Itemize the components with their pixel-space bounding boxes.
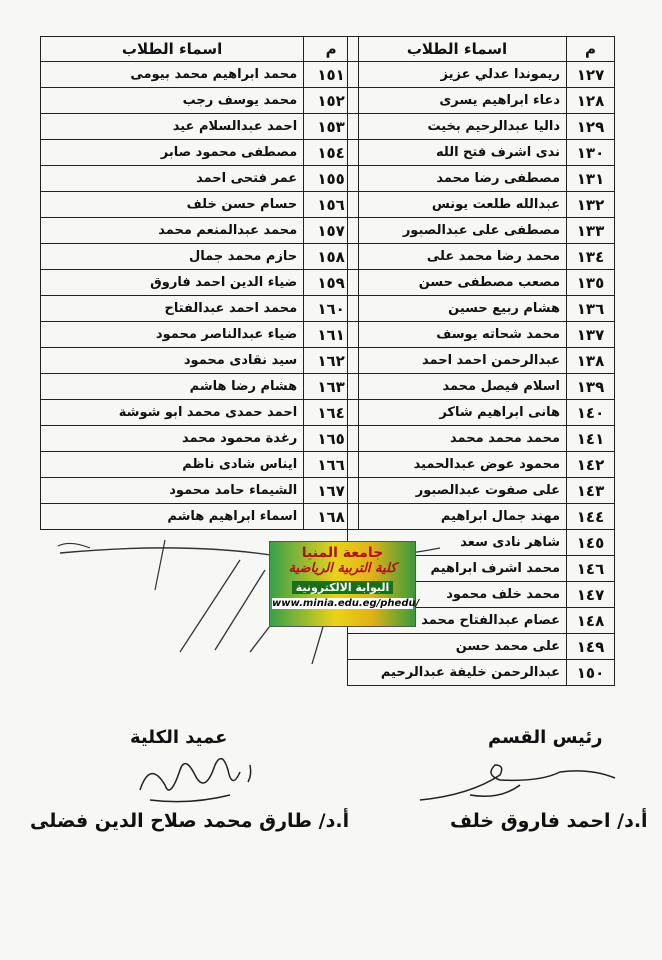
column-header-names: اسماء الطلاب xyxy=(348,37,567,62)
logo-portal-name: البوابة الالكترونية xyxy=(292,581,394,594)
row-number: ١٦٦ xyxy=(304,452,359,478)
row-number: ١٦٧ xyxy=(304,478,359,504)
student-name: سيد نقادى محمود xyxy=(41,348,304,374)
row-number: ١٥١ xyxy=(304,62,359,88)
row-number: ١٤٦ xyxy=(567,556,615,582)
student-name: محمود عوض عبدالحميد xyxy=(348,452,567,478)
row-number: ١٤٧ xyxy=(567,582,615,608)
student-name: عبدالرحمن خليفة عبدالرحيم xyxy=(348,660,567,686)
logo-university-name: جامعة المنيا xyxy=(301,545,384,561)
student-name: ايناس شادى ناظم xyxy=(41,452,304,478)
student-name: دعاء ابراهيم يسرى xyxy=(348,88,567,114)
student-name: على صفوت عبدالصبور xyxy=(348,478,567,504)
column-header-number: م xyxy=(567,37,615,62)
student-name: ضياء الدين احمد فاروق xyxy=(41,270,304,296)
student-name: محمد رضا محمد على xyxy=(348,244,567,270)
student-name: شاهر نادى سعد xyxy=(348,530,567,556)
student-name: محمد شحاته يوسف xyxy=(348,322,567,348)
student-name: محمد محمد محمد xyxy=(348,426,567,452)
row-number: ١٤٨ xyxy=(567,608,615,634)
row-number: ١٥٧ xyxy=(304,218,359,244)
row-number: ١٣٠ xyxy=(567,140,615,166)
student-name: مصعب مصطفى حسن xyxy=(348,270,567,296)
row-number: ١٦٣ xyxy=(304,374,359,400)
student-name: عمر فتحى احمد xyxy=(41,166,304,192)
row-number: ١٣٨ xyxy=(567,348,615,374)
dean-signature-icon xyxy=(140,759,251,802)
student-name: محمد احمد عبدالفتاح xyxy=(41,296,304,322)
row-number: ١٣٢ xyxy=(567,192,615,218)
student-name: مهند جمال ابراهيم xyxy=(348,504,567,530)
student-name: احمد حمدى محمد ابو شوشة xyxy=(41,400,304,426)
student-name: مصطفى محمود صابر xyxy=(41,140,304,166)
student-name: محمد عبدالمنعم محمد xyxy=(41,218,304,244)
row-number: ١٦٢ xyxy=(304,348,359,374)
student-name: محمد يوسف رجب xyxy=(41,88,304,114)
student-name: اسلام فيصل محمد xyxy=(348,374,567,400)
row-number: ١٦٤ xyxy=(304,400,359,426)
row-number: ١٥٤ xyxy=(304,140,359,166)
row-number: ١٤٢ xyxy=(567,452,615,478)
student-name: محمد اشرف ابراهيم xyxy=(348,556,567,582)
dean-title: عميد الكلية xyxy=(130,727,228,748)
dean-name: أ.د/ طارق محمد صلاح الدين فضلى xyxy=(30,810,350,832)
student-name: محمد خلف محمود xyxy=(348,582,567,608)
row-number: ١٣٥ xyxy=(567,270,615,296)
row-number: ١٤٠ xyxy=(567,400,615,426)
student-name: محمد ابراهيم محمد بيومى xyxy=(41,62,304,88)
row-number: ١٤٤ xyxy=(567,504,615,530)
row-number: ١٥٨ xyxy=(304,244,359,270)
row-number: ١٤٩ xyxy=(567,634,615,660)
student-name: هانى ابراهيم شاكر xyxy=(348,400,567,426)
student-name: حازم محمد جمال xyxy=(41,244,304,270)
student-name: ندى اشرف فتح الله xyxy=(348,140,567,166)
row-number: ١٦٥ xyxy=(304,426,359,452)
column-header-names: اسماء الطلاب xyxy=(41,37,304,62)
student-name: عصام عبدالفتاح محمد xyxy=(348,608,567,634)
logo-faculty-name: كلية التربية الرياضية xyxy=(288,561,397,576)
student-name: هشام رضا هاشم xyxy=(41,374,304,400)
student-name: رغدة محمود محمد xyxy=(41,426,304,452)
row-number: ١٣١ xyxy=(567,166,615,192)
logo-url: www.minia.edu.eg/phedu/ xyxy=(272,598,420,609)
student-name: ريموندا عدلي عزيز xyxy=(348,62,567,88)
student-name: احمد عبدالسلام عيد xyxy=(41,114,304,140)
row-number: ١٣٩ xyxy=(567,374,615,400)
row-number: ١٤٣ xyxy=(567,478,615,504)
row-number: ١٥٥ xyxy=(304,166,359,192)
row-number: ١٢٩ xyxy=(567,114,615,140)
student-name: مصطفى رضا محمد xyxy=(348,166,567,192)
department-head-name: أ.د/ احمد فاروق خلف xyxy=(450,810,648,832)
student-name: عبدالرحمن احمد احمد xyxy=(348,348,567,374)
student-name: هشام ربيع حسين xyxy=(348,296,567,322)
row-number: ١٣٣ xyxy=(567,218,615,244)
student-name: حسام حسن خلف xyxy=(41,192,304,218)
department-head-title: رئيس القسم xyxy=(488,727,603,748)
row-number: ١٢٨ xyxy=(567,88,615,114)
student-name: مصطفى على عبدالصبور xyxy=(348,218,567,244)
student-name: عبدالله طلعت يونس xyxy=(348,192,567,218)
row-number: ١٣٤ xyxy=(567,244,615,270)
row-number: ١٥٦ xyxy=(304,192,359,218)
row-number: ١٣٧ xyxy=(567,322,615,348)
student-name: ضياء عبدالناصر محمود xyxy=(41,322,304,348)
row-number: ١٣٦ xyxy=(567,296,615,322)
row-number: ١٢٧ xyxy=(567,62,615,88)
student-name: اسماء ابراهيم هاشم xyxy=(41,504,304,530)
student-name: الشيماء حامد محمود xyxy=(41,478,304,504)
row-number: ١٤١ xyxy=(567,426,615,452)
row-number: ١٤٥ xyxy=(567,530,615,556)
column-header-number: م xyxy=(304,37,359,62)
row-number: ١٥٢ xyxy=(304,88,359,114)
row-number: ١٥٣ xyxy=(304,114,359,140)
row-number: ١٦٨ xyxy=(304,504,359,530)
row-number: ١٥٩ xyxy=(304,270,359,296)
student-name: داليا عبدالرحيم بخيت xyxy=(348,114,567,140)
department-head-signature-icon xyxy=(420,765,615,800)
student-name: على محمد حسن xyxy=(348,634,567,660)
row-number: ١٥٠ xyxy=(567,660,615,686)
row-number: ١٦١ xyxy=(304,322,359,348)
row-number: ١٦٠ xyxy=(304,296,359,322)
